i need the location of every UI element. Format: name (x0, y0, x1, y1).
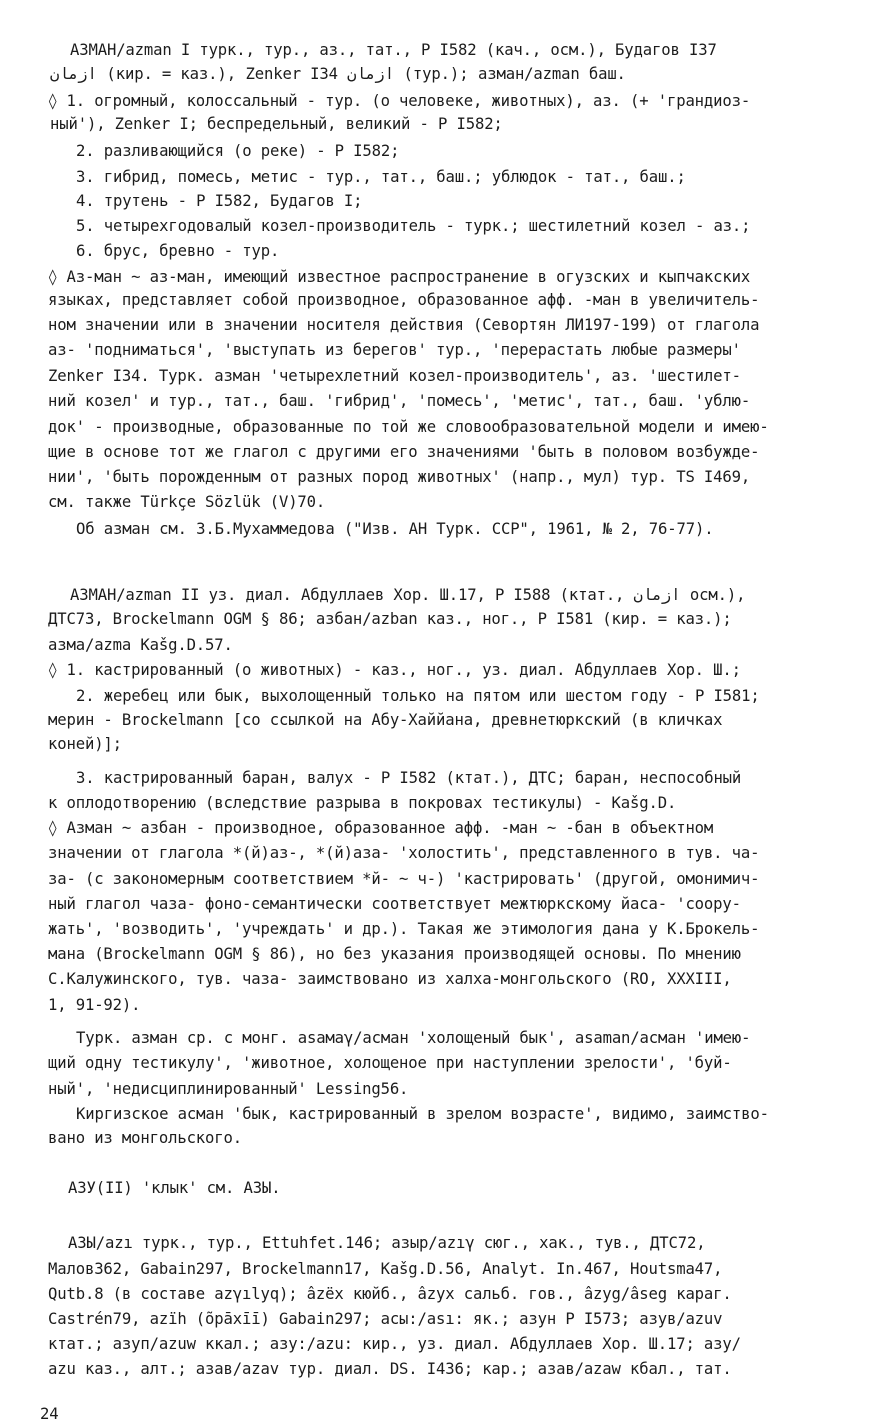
entry-line: ازمان (кир. = каз.), Zenker I34 ازمان (тур.); азман/azman баш. (50, 65, 626, 83)
entry-line: док' - производные, образованные по той же словообразовательной модели и имею- (48, 418, 769, 436)
entry-line: мерин - Brockelmann [со ссылкой на Абу-Хаййана, древнетюркский (в кличках (48, 711, 723, 729)
page-number: 24 (40, 1405, 59, 1423)
entry-line: С.Калужинского, тув. чаза- заимствовано из халха-монгольского (RO, XXXIII, (48, 970, 732, 988)
entry-line: за- (с закономерным соответствием *й- ~ ч-) 'кастрировать' (другой, омонимич- (48, 870, 760, 888)
entry-line: 3. кастрированный баран, валух - Р I582 (ктат.), ДТС; баран, неспособный (76, 769, 742, 787)
entry-line: ный'), Zenker I; беспредельный, великий - Р I582; (50, 115, 503, 133)
entry-line: коней)]; (48, 735, 122, 753)
entry-line: Турк. азман ср. с монг. asaмaγ/асман 'холощеный бык', asaman/асман 'имею- (76, 1029, 751, 1047)
entry-line: Castrén79, azïh (õpāxīī) Gabain297; асы:/ası: як.; азун Р I573; азув/azuv (48, 1310, 723, 1328)
entry-line: щий одну тестикулу', 'животное, холощеное при наступлении зрелости', 'буй- (48, 1054, 732, 1072)
entry-line: нии', 'быть порожденным от разных пород животных' (напр., мул) тур. TS I469, (48, 468, 751, 486)
entry-line: ном значении или в значении носителя действия (Севортян ЛИ197-199) от глагола (48, 316, 760, 334)
entry-line: жать', 'возводить', 'учреждать' и др.). Такая же этимология дана у К.Брокель- (48, 920, 760, 938)
entry-line: Zenker I34. Турк. азман 'четырехлетний козел-производитель', аз. 'шестилет- (48, 367, 741, 385)
entry-line: см. также Türkçe Sözlük (V)70. (48, 493, 326, 511)
entry-line: Об азман см. З.Б.Мухаммедова ("Изв. АН Турк. ССР", 1961, № 2, 76-77). (76, 520, 714, 538)
entry-line: ◊ 1. огромный, колоссальный - тур. (о человеке, животных), аз. (+ 'грандиоз- (48, 92, 751, 110)
entry-line: Киргизское асман 'бык, кастрированный в зрелом возрасте', видимо, заимство- (76, 1105, 769, 1123)
entry-line: 6. брус, бревно - тур. (76, 242, 280, 260)
entry-line: мана (Brockelmann OGM § 86), но без указания производящей основы. По мнению (48, 945, 741, 963)
entry-line: АЗЫ/azı турк., тур., Ettuhfet.146; азыр/azıγ сюг., хак., тув., ДТС72, (68, 1234, 706, 1252)
entry-line: щие в основе тот же глагол с другими его значениями 'быть в половом возбужде- (48, 443, 760, 461)
entry-line: АЗУ(II) 'клык' см. АЗЫ. (68, 1179, 281, 1197)
entry-line: Qutb.8 (в составе azγılyq); âzëx кюйб., âzyx сальб. гов., âzyg/âseg караг. (48, 1285, 732, 1303)
entry-line: 2. разливающийся (о реке) - Р I582; (76, 142, 400, 160)
entry-line: ный глагол чаза- фоно-семантически соответствует межтюркскому йаса- 'соору- (48, 895, 741, 913)
entry-line: ◊ Азман ~ азбан - производное, образованное афф. -ман ~ -бан в объектном (48, 819, 714, 837)
entry-line: АЗМАН/azman I турк., тур., аз., тат., Р I582 (кач., осм.), Будагов I37 (70, 41, 717, 59)
entry-line: Малов362, Gabain297, Brockelmann17, Kašg.D.56, Analyt. In.467, Houtsma47, (48, 1260, 723, 1278)
entry-line: 2. жеребец или бык, выхолощенный только на пятом или шестом году - Р I581; (76, 687, 760, 705)
entry-line: azu каз., алт.; азав/azav тур. диал. DS. I436; кар.; азав/azaw кбал., тат. (48, 1360, 732, 1378)
entry-line: ДТС73, Brockelmann OGM § 86; азбан/azban каз., ног., Р I581 (кир. = каз.); (48, 610, 732, 628)
entry-line: 1, 91-92). (48, 996, 141, 1014)
entry-line: 5. четырехгодовалый козел-производитель - турк.; шестилетний козел - аз.; (76, 217, 751, 235)
entry-line: ◊ 1. кастрированный (о животных) - каз., ног., уз. диал. Абдуллаев Хор. Ш.; (48, 661, 741, 679)
entry-line: к оплодотворению (вследствие разрыва в покровах тестикулы) - Kašg.D. (48, 794, 677, 812)
entry-line: аз- 'подниматься', 'выступать из берегов' тур., 'перерастать любые размеры' (48, 341, 741, 359)
entry-line: азма/azma Kašg.D.57. (48, 636, 233, 654)
entry-line: ктат.; азуп/azuw ккал.; азу:/azu: кир., уз. диал. Абдуллаев Хор. Ш.17; азу/ (48, 1335, 741, 1353)
entry-line: вано из монгольского. (48, 1129, 243, 1147)
entry-line: 4. трутень - Р I582, Будагов I; (76, 192, 363, 210)
entry-line: 3. гибрид, помесь, метис - тур., тат., баш.; ублюдок - тат., баш.; (76, 168, 686, 186)
entry-line: ный', 'недисциплинированный' Lessing56. (48, 1080, 409, 1098)
entry-line: ний козел' и тур., тат., баш. 'гибрид', 'помесь', 'метис', тат., баш. 'ублю- (48, 392, 751, 410)
entry-line: языках, представляет собой производное, образованное афф. -ман в увеличитель- (48, 291, 760, 309)
entry-line: значении от глагола *(й)аз-, *(й)аза- 'холостить', представленного в тув. ча- (48, 844, 760, 862)
entry-line: ◊ Аз-ман ~ аз-ман, имеющий известное распространение в огузских и кыпчакских (48, 268, 751, 286)
entry-line: АЗМАН/azman II уз. диал. Абдуллаев Хор. Ш.17, Р I588 (ктат., ازمان осм.), (70, 586, 746, 604)
